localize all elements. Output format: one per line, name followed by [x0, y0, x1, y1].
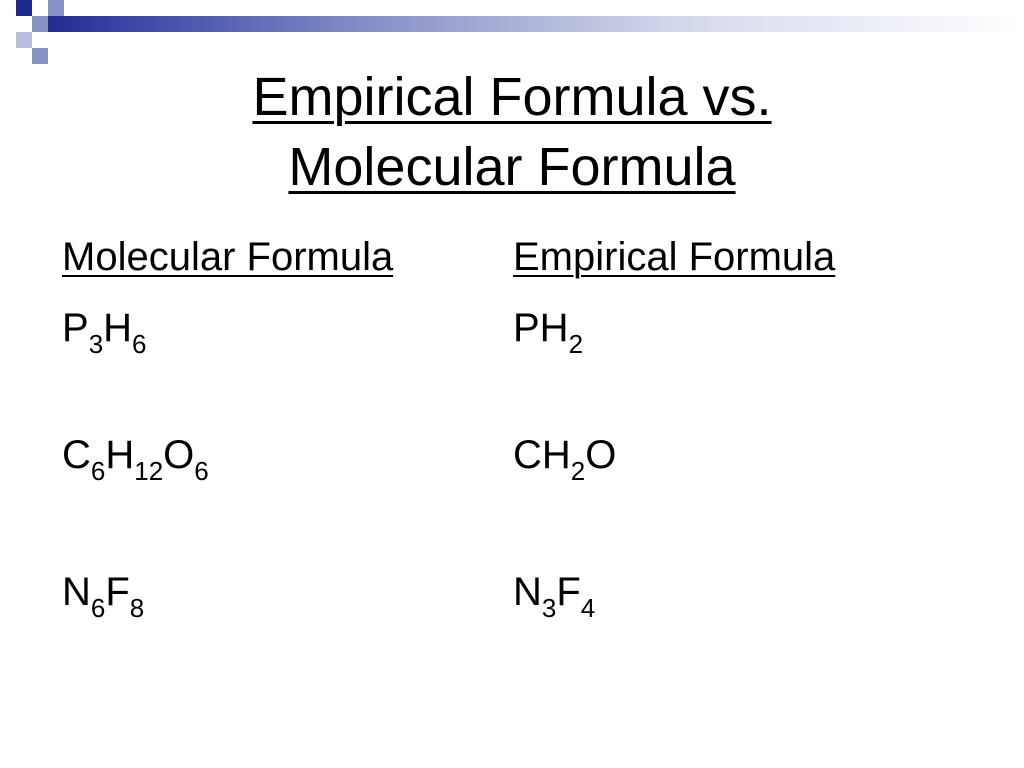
deco-square [16, 32, 32, 48]
element-symbol: C [62, 433, 91, 477]
gradient-band [40, 16, 1024, 32]
molecular-formula-row [62, 303, 147, 357]
subscript: 2 [570, 456, 586, 486]
empirical-formula-row [513, 303, 583, 357]
subscript: 3 [541, 593, 557, 623]
subscript: 2 [568, 329, 584, 359]
molecular-formula-column [62, 232, 394, 623]
molecular-formula-row [62, 430, 209, 484]
subscript: 6 [90, 593, 106, 623]
empirical-formula-header: Empirical Formula [513, 235, 836, 279]
subscript: 12 [134, 456, 164, 486]
element-symbol: CH [513, 433, 571, 477]
title-line-1: Empirical Formula vs. [252, 67, 772, 127]
empirical-formula-row [513, 430, 616, 484]
empirical-formula-row [513, 567, 595, 621]
element-symbol: O [163, 433, 195, 477]
slide-title [0, 62, 1024, 202]
element-symbol: N [513, 570, 542, 614]
element-symbol: PH [513, 306, 569, 350]
subscript: 6 [90, 456, 106, 486]
element-symbol: N [62, 570, 91, 614]
subscript: 6 [132, 329, 147, 359]
deco-square [32, 16, 48, 32]
subscript: 3 [88, 329, 104, 359]
subscript: 4 [580, 593, 596, 623]
subscript: 6 [194, 456, 209, 486]
empirical-formula-column [513, 232, 836, 623]
element-symbol: P [62, 306, 89, 350]
element-symbol: H [105, 433, 135, 477]
molecular-formula-row [62, 567, 144, 621]
element-symbol: O [585, 433, 617, 477]
element-symbol: F [556, 570, 581, 614]
molecular-formula-header: Molecular Formula [62, 235, 394, 279]
element-symbol: H [103, 306, 133, 350]
deco-square [48, 0, 64, 16]
deco-square [16, 0, 32, 16]
element-symbol: F [105, 570, 130, 614]
subscript: 8 [129, 593, 145, 623]
decorative-header-banner [0, 0, 1024, 70]
title-line-2: Molecular Formula [288, 137, 736, 197]
